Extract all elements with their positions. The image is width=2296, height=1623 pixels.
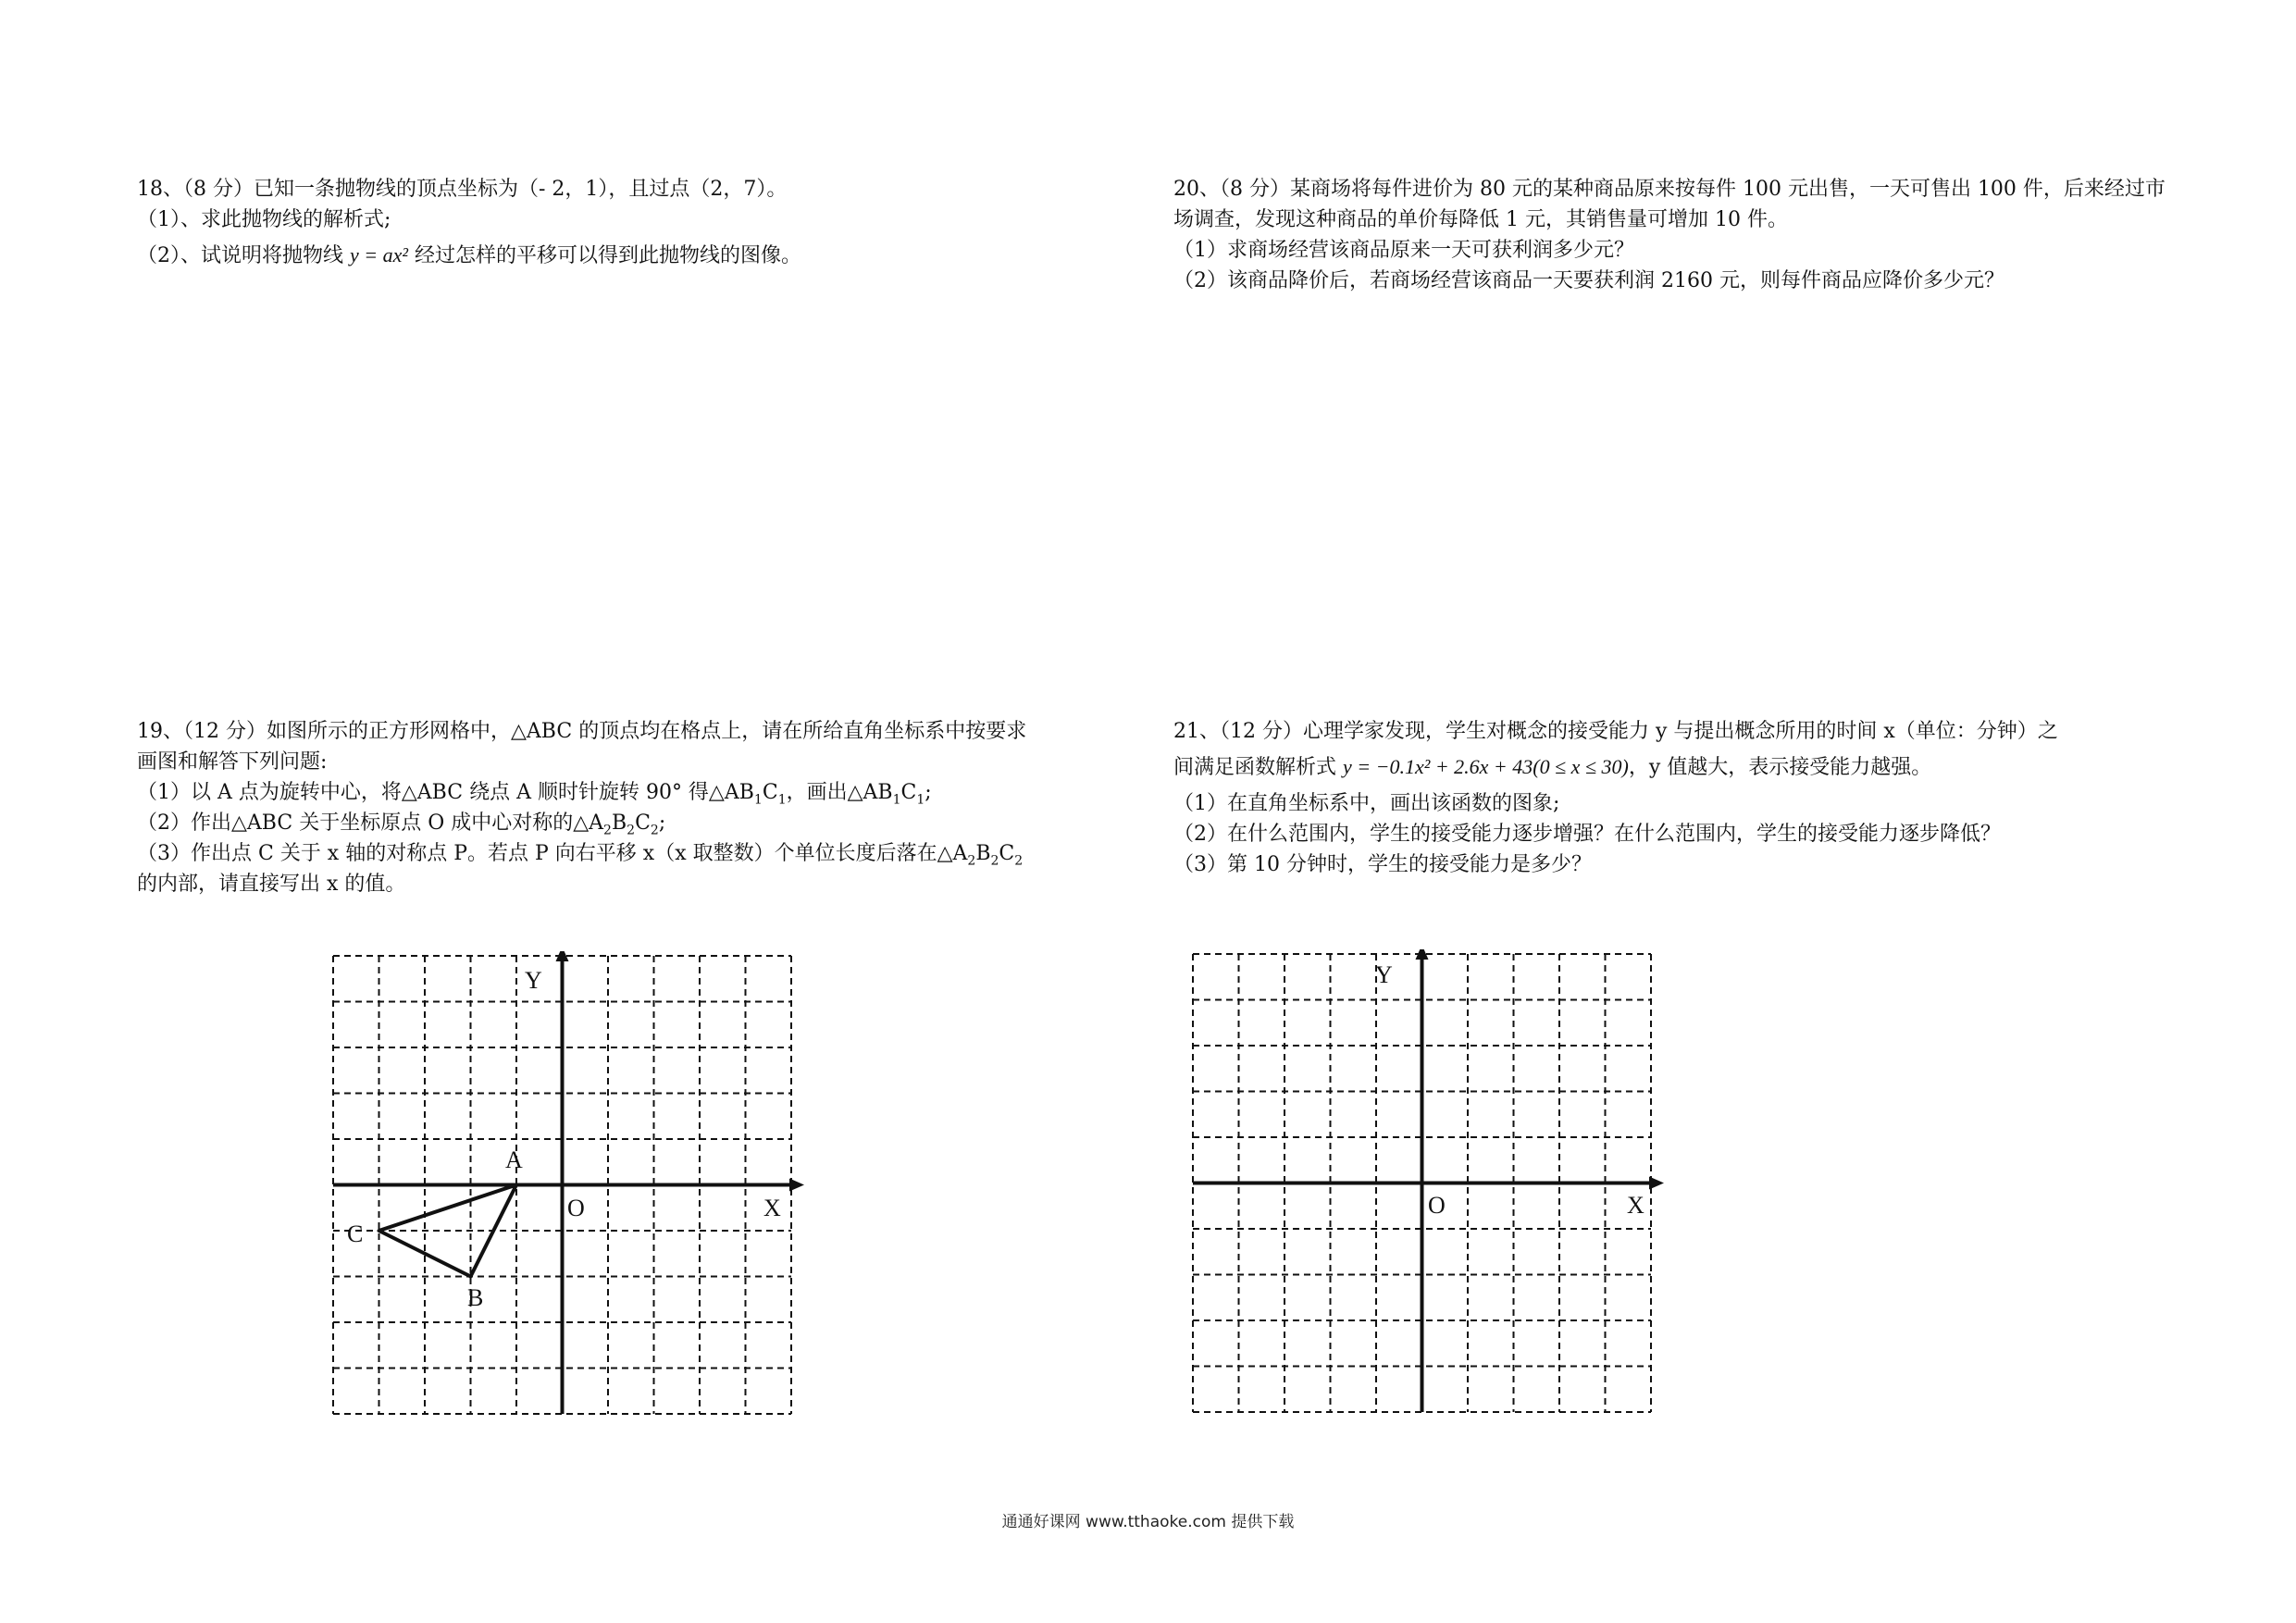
- point-c-label: C: [347, 1220, 364, 1247]
- q19-title-cont: 画图和解答下列问题:: [137, 750, 328, 774]
- x-axis-label: X: [763, 1195, 781, 1221]
- graph-q21: [1188, 949, 1669, 1418]
- question-19: [137, 716, 1155, 899]
- footer-credit: 通通好课网 www.tthaoke.com 提供下载: [1001, 1513, 1295, 1531]
- q19-title: 19、（12 分）如图所示的正方形网格中，△ABC 的顶点均在格点上，请在所给直角坐标系中按要求: [137, 720, 1027, 743]
- axes-q19: [333, 951, 804, 1414]
- point-b-label: B: [467, 1284, 484, 1311]
- q21-title: 21、（12 分）心理学家发现，学生对概念的接受能力 y 与提出概念所用的时间 x（单位：分钟）之: [1173, 720, 2058, 743]
- graph-q19: [329, 951, 810, 1419]
- q21-formula-line: 间满足函数解析式 y = −0.1x² + 2.6x + 43(0 ≤ x ≤ 30)，y 值越大，表示接受能力越强。: [1173, 755, 1932, 779]
- q19-part3-cont: 的内部，请直接写出 x 的值。: [137, 873, 406, 896]
- q18-part1: （1）、求此抛物线的解析式;: [137, 208, 391, 231]
- x-axis-label: X: [1627, 1192, 1644, 1219]
- q21-formula: y = −0.1x² + 2.6x + 43(0 ≤ x ≤ 30): [1343, 755, 1629, 778]
- origin-label: O: [567, 1195, 585, 1221]
- question-18: [137, 174, 801, 277]
- q20-title: 20、（8 分）某商场将每件进价为 80 元的某种商品原来按每件 100 元出售，一天可售出 100 件，后来经过市场调查，发现这种商品的单价每降低 1 元，其销售量可增加 10 件。: [1173, 178, 2166, 231]
- q18-formula: y = ax²: [350, 243, 408, 266]
- question-20: [1173, 174, 2182, 296]
- q21-part2: （2）在什么范围内，学生的接受能力逐步增强？在什么范围内，学生的接受能力逐步降低？: [1173, 823, 2002, 846]
- q19-part3: （3）作出点 C 关于 x 轴的对称点 P。若点 P 向右平移 x（x 取整数）个单位长度后落在$\triangle A_2B_2C_2$: [137, 842, 1024, 869]
- axes-q21: [1193, 949, 1664, 1412]
- point-a-label: A: [505, 1146, 523, 1173]
- q21-part3: （3）第 10 分钟时，学生的接受能力是多少？: [1173, 853, 1592, 876]
- question-21: [1173, 716, 2182, 880]
- q18-title: 18、（8 分）已知一条抛物线的顶点坐标为（- 2，1），且过点（2，7）。: [137, 178, 788, 201]
- origin-label: O: [1428, 1192, 1446, 1219]
- q19-part2: （2）作出△ABC 关于坐标原点 O 成中心对称的$\triangle A_2B_2C_2$;: [137, 812, 666, 838]
- q18-part2: （2）、试说明将抛物线 y = ax² 经过怎样的平移可以得到此抛物线的图像。: [137, 243, 801, 267]
- y-axis-label: Y: [1375, 961, 1393, 988]
- q19-part1: （1）以 A 点为旋转中心，将△ABC 绕点 A 顺时针旋转 90° 得$\triangle AB_1C_1$，画出$\triangle AB_1C_1$;: [137, 781, 932, 808]
- q20-part2: （2）该商品降价后，若商场经营该商品一天要获利润 2160 元，则每件商品应降价多少元？: [1173, 269, 2004, 292]
- q20-part1: （1）求商场经营该商品原来一天可获利润多少元？: [1173, 239, 1634, 262]
- x-axis-arrow: [789, 1179, 804, 1192]
- y-axis-label: Y: [525, 967, 542, 994]
- x-axis-arrow: [1649, 1177, 1664, 1190]
- q21-part1: （1）在直角坐标系中，画出该函数的图象;: [1173, 792, 1560, 815]
